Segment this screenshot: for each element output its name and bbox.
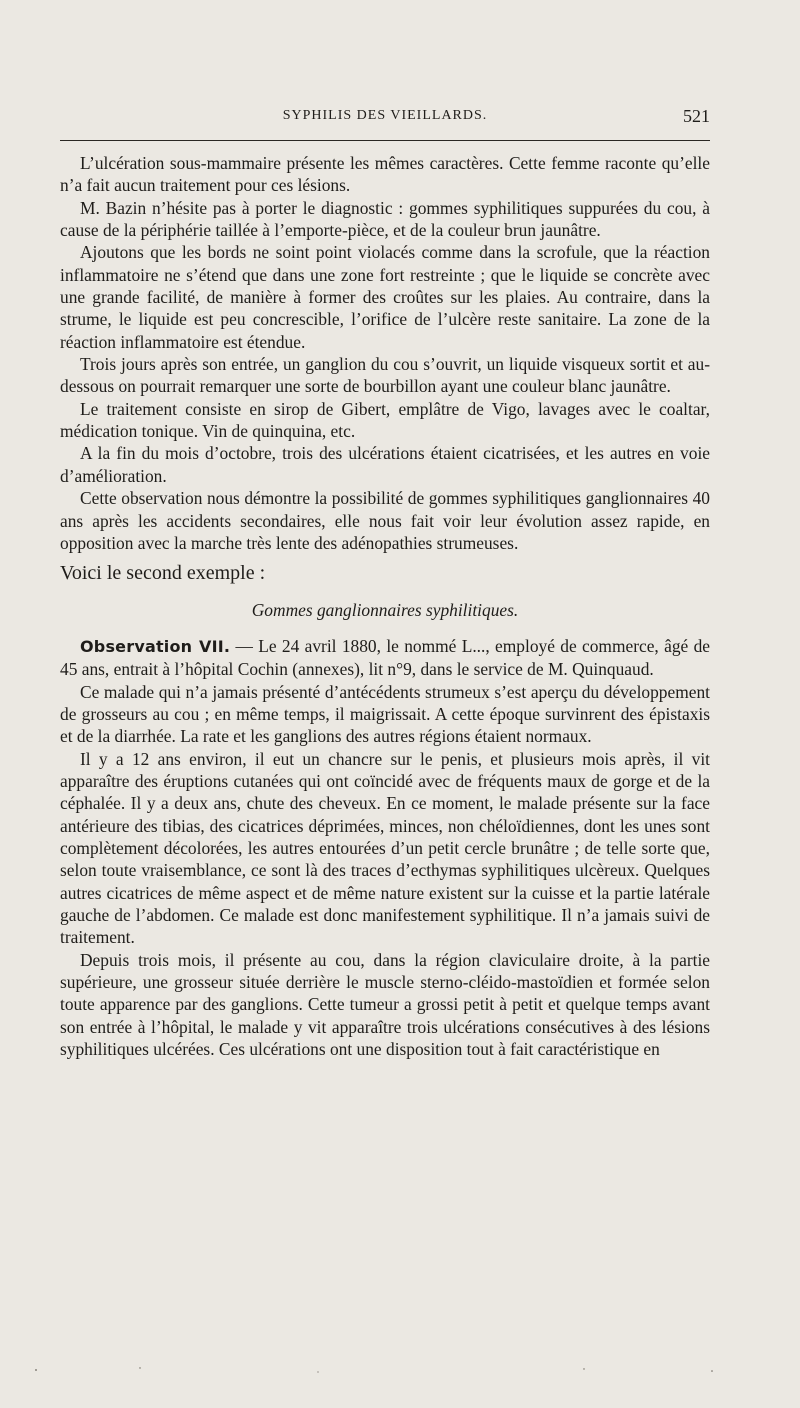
section-heading: Gommes ganglionnaires syphilitiques. (251, 599, 519, 620)
running-title: SYPHILIS DES VIEILLARDS. (282, 108, 488, 123)
speck (35, 1369, 37, 1371)
paragraph: Ajoutons que les bords ne soint point violacés comme dans la scrofule, que la réaction inflammatoire ne s’étend que dans une zone fort restreinte ; que le liquide se concrète avec une grande facilité, de manière à former des croûtes sur les plaies. Au contraire, dans la strume, le liquide est peu concrescible, l’orifice de l’ulcère reste sanitaire. La zone de la réaction inflammatoire est étendue. (60, 242, 710, 352)
paragraph: Depuis trois mois, il présente au cou, dans la région claviculaire droite, à la partie supérieure, une grosseur située derrière le muscle sterno-cléido-mastoïdien et formée selon toute apparence par des ganglions. Cette tumeur a grossi petit à petit et quelque temps avant son entrée à l’hôpital, le malade y vit apparaître trois ulcérations consécutives à des lésions syphilitiques ulcérées. Ces ulcérations ont une disposition tout à fait caractéristique en (60, 949, 710, 1060)
header-rule (60, 140, 710, 141)
running-head (60, 106, 710, 128)
speck (583, 1368, 584, 1369)
scan-specks (0, 1360, 800, 1380)
paragraph: Ce malade qui n’a jamais présenté d’antécédents strumeux s’est aperçu du développement de grosseurs au cou ; en même temps, il maigrissait. A cette époque survinrent des épistaxis et de la diarrhée. La rate et les ganglions des autres régions étaient normaux. (60, 681, 710, 747)
paragraph: M. Bazin n’hésite pas à porter le diagnostic : gommes syphilitiques suppurées du cou, à cause de la périphérie taillée à l’emporte-pièce, et de la couleur brun jaunâtre. (60, 197, 710, 241)
page-number: 521 (683, 106, 710, 126)
speck (317, 1371, 318, 1372)
observation-paragraph (60, 635, 710, 681)
lead-line: Voici le second exemple : (60, 562, 266, 585)
paragraph: A la fin du mois d’octobre, trois des ulcérations étaient cicatrisées, et les autres en voie d’amélioration. (60, 443, 710, 486)
paragraph: Le traitement consiste en sirop de Gibert, emplâtre de Vigo, lavages avec le coaltar, médication tonique. Vin de quinquina, etc. (60, 398, 710, 442)
paragraph: Il y a 12 ans environ, il eut un chancre sur le penis, et plusieurs mois après, il vit apparaître des éruptions cutanées qui ont coïncidé avec de fréquents maux de gorge et de la céphalée. Il y a deux ans, chute des cheveux. En ce moment, le malade présente sur la face antérieure des tibias, des cicatrices déprimées, minces, non chéloïdiennes, dont les unes sont complètement décolorées, les autres entourées d’un petit cercle brunâtre ; de telle sorte que, selon toute vraisemblance, ce sont là des traces d’ecthymas syphilitiques ulcèreux. Quelques autres cicatrices de même aspect et de même nature existent sur la cuisse et la partie latérale gauche de l’abdomen. Ce malade est donc manifestement syphilitique. Il n’a jamais suivi de traitement. (60, 748, 710, 948)
observation-text: — Le 24 avril 1880, le nommé L..., employé de commerce, âgé de 45 ans, entrait à l’hôpital Cochin (annexes), lit n°9, dans le service de M. Quinquaud. (60, 635, 710, 680)
speck (139, 1367, 140, 1368)
paragraph: Trois jours après son entrée, un ganglion du cou s’ouvrit, un liquide visqueux sortit et au-dessous on pourrait remarquer une sorte de bourbillon ayant une couleur blanc jaunâtre. (60, 354, 710, 397)
paragraph: L’ulcération sous-mammaire présente les mêmes caractères. Cette femme raconte qu’elle n’a fait aucun traitement pour ces lésions. (60, 153, 710, 196)
paragraph: Cette observation nous démontre la possibilité de gommes syphilitiques ganglionnaires 40 ans après les accidents secondaires, elle nous fait voir leur évolution assez rapide, en opposition avec la marche très lente des adénopathies strumeuses. (60, 488, 710, 553)
speck (711, 1370, 713, 1372)
body-text (60, 152, 710, 1060)
observation-label: Observation VII. (80, 636, 231, 656)
